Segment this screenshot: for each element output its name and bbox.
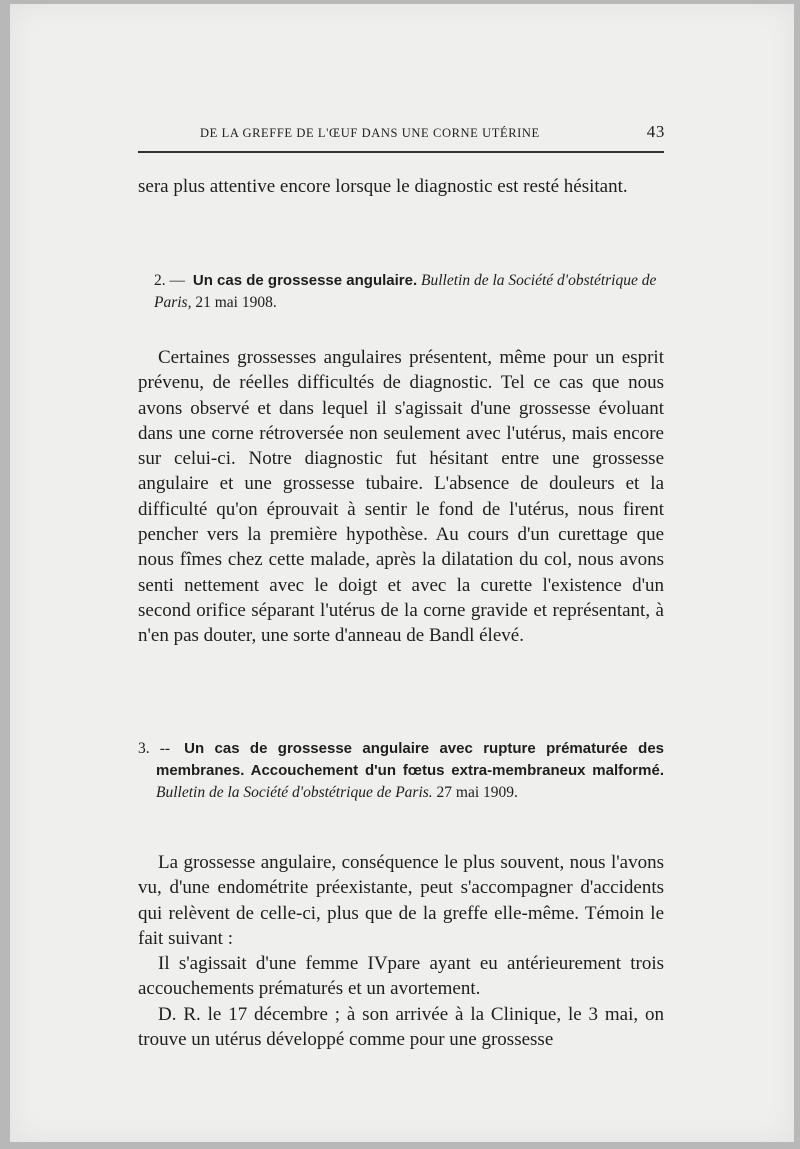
reference-journal: Bulletin de la Société d'obstétrique de Paris.	[156, 784, 433, 801]
paragraph-text: Il s'agissait d'une femme IVpare ayant eu antérieurement trois accouchements prématurés et un avortement.	[138, 953, 664, 1000]
paragraph-text: Certaines grossesses angulaires présentent, même pour un esprit prévenu, de réelles difficultés de diagnostic. Tel ce cas que nous avons observé et dans lequel il s'agissait d'une grossesse évoluant dans une corne rétroversée non seulement avec l'utérus, mais encore sur celui-ci. Notre diagnostic fut hésitant entre une grossesse angulaire et une grossesse tubaire. L'absence de douleurs et la difficulté qu'on éprouvait à sentir le fond de l'utérus, nous firent pencher vers la première hypothèse. Au cours d'un curettage que nous fîmes chez cette malade, après la dilatation du col, nous avons senti nettement avec le doigt et avec la curette l'existence d'un second orifice séparant l'utérus de la corne gravide et représentant, à n'en pas douter, une sorte d'anneau de Bandl élevé.	[138, 347, 664, 647]
reference-2	[154, 270, 659, 314]
paragraph-text: La grossesse angulaire, conséquence le plus souvent, nous l'avons vu, d'une endométrite préexistante, peut s'accompagner d'accidents qui relèvent de celle-ci, plus que de la greffe elle-même. Témoin le fait suivant :	[138, 852, 664, 949]
reference-title: Un cas de grossesse angulaire avec rupture prématurée des membranes. Accouchement d'un fœtus extra-membraneux malformé.	[156, 740, 665, 779]
reference-number: 3. --	[138, 740, 171, 757]
paragraph-text: sera plus attentive encore lorsque le diagnostic est resté hésitant.	[138, 176, 628, 197]
reference-3	[138, 738, 664, 804]
reference-journal: Bulletin de la Société d'obstétrique de Paris,	[154, 272, 657, 311]
book-page	[10, 4, 794, 1142]
running-head	[130, 122, 665, 144]
section-paragraph-1	[138, 345, 664, 649]
reference-number: 2. —	[154, 272, 185, 289]
reference-date: 27 mai 1909.	[436, 784, 518, 801]
reference-entry	[138, 738, 664, 804]
running-title: DE LA GREFFE DE L'ŒUF DANS UNE CORNE UTÉRINE	[200, 126, 540, 140]
reference-title: Un cas de grossesse angulaire.	[192, 272, 418, 289]
paragraph-text: D. R. le 17 décembre ; à son arrivée à la Clinique, le 3 mai, on trouve un utérus développé comme pour une grossesse	[138, 1003, 664, 1051]
section-paragraph-2	[138, 850, 664, 1052]
reference-date: 21 mai 1908.	[195, 294, 277, 311]
continued-paragraph	[138, 174, 664, 199]
page-number: 43	[646, 122, 665, 141]
header-rule	[138, 151, 664, 153]
